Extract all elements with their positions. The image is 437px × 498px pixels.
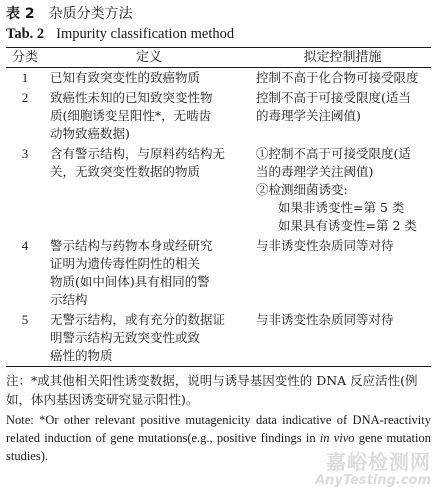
definition-line: 含有警示结构，与原料药结构无 [50,146,226,161]
row-category-number: 3 [21,146,29,161]
footnote-en-italic: in vivo [319,431,355,445]
footnote-en-before: Note: *Or other relevant positive mutagenicity data indicative of DNA-reactivity related induction of gene mutations(e.g., positive findings in [6,413,431,445]
row-category-number: 4 [21,238,29,253]
row-definition [44,236,254,310]
definition-line: 质(细胞诱变呈阳性*，无啮齿 [50,108,212,123]
control-line: ①控制不高于可接受限度(适 [256,146,411,161]
definition-line: 癌性的物质 [50,348,113,363]
table-row [6,236,431,310]
row-control-measure [254,68,431,89]
control-line: 的毒理学关注阈值) [256,108,361,123]
table-row [6,88,431,144]
watermark-cn: 嘉峪检测网 [326,450,431,474]
definition-line: 物质(如中间体)具有相同的警 [50,274,210,289]
control-subline: 如果非诱变性=第 5 类 [278,200,405,215]
table-header-row [6,48,431,68]
control-line: ②检测细菌诱变: [256,182,348,197]
definition-line: 关，无致突变性数据的物质 [50,164,201,179]
row-category-number: 2 [21,90,29,105]
document-page [6,4,431,465]
footnote-en-after: gene mutation studies). [6,431,431,463]
table-body [6,68,431,367]
definition-line: 证明为遗传毒性阴性的相关 [50,256,201,271]
row-definition [44,68,254,89]
row-category-number: 1 [21,70,29,85]
row-control-measure [254,310,431,367]
table-title-cn [6,4,431,24]
definition-line: 已知有致突变性的致癌物质 [50,70,201,85]
impurity-classification-table [6,47,431,367]
table-number-en: Tab. 2 [6,26,45,42]
definition-line: 明警示结构无致突变性或致 [50,330,201,345]
watermark-en: AnyTesting.com [315,473,431,488]
footnote-cn [6,371,431,409]
header-definition: 定义 [135,50,162,65]
table-title-en [6,24,431,44]
control-line: 控制不高于化合物可接受限度 [256,70,419,85]
definition-line: 致癌性未知的已知致突变性物 [50,90,213,105]
table-row [6,144,431,236]
control-line: 与非诱变性杂质同等对待 [256,238,394,253]
row-definition [44,88,254,144]
row-control-measure [254,236,431,310]
control-line: 与非诱变性杂质同等对待 [256,312,394,327]
control-line: 控制不高于可接受限度(适当 [256,90,411,105]
definition-line: 无警示结构，或有充分的数据证 [50,312,226,327]
definition-line: 示结构 [50,292,88,307]
header-control-measures: 拟定控制措施 [303,50,382,65]
table-title-en-text: Impurity classification method [56,26,235,42]
row-control-measure [254,88,431,144]
control-subline: 如果具有诱变性=第 2 类 [278,218,417,233]
row-definition [44,310,254,367]
row-control-measure [254,144,431,236]
table-title-cn-text: 杂质分类方法 [48,6,133,22]
table-row [6,68,431,89]
table-number-cn: 表 2 [6,6,35,22]
table-row [6,310,431,367]
control-line: 当的毒理学关注阈值) [256,164,374,179]
footnote-en [6,411,431,465]
row-definition [44,144,254,236]
footnote-cn-text: 注：*或其他相关阳性诱变数据，说明与诱导基因变性的 DNA 反应活性(例如，体内基因诱变研究显示阳性)。 [6,373,418,407]
header-category: 分类 [11,50,38,65]
definition-line: 警示结构与药物本身或经研究 [50,238,213,253]
definition-line: 动物致癌数据) [50,126,130,141]
row-category-number: 5 [21,312,29,327]
